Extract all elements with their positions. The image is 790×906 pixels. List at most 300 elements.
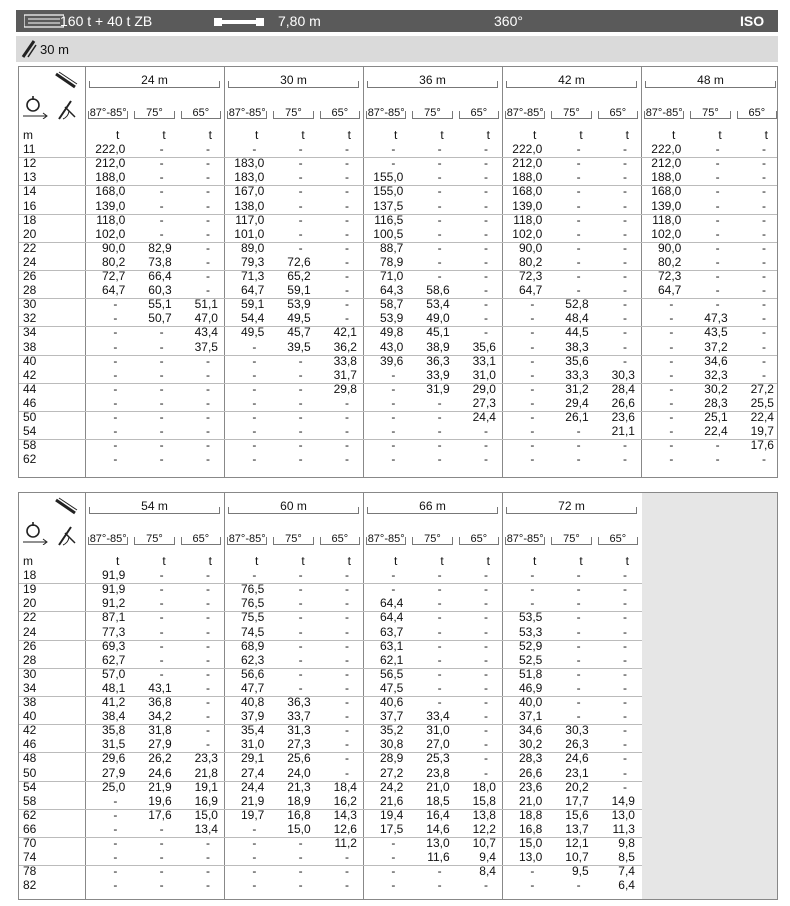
load-capacity-cell: -: [437, 156, 442, 171]
load-capacity-cell: 138,0: [234, 198, 265, 213]
unit-label: t: [440, 554, 444, 568]
unit-label: t: [208, 554, 212, 568]
radius-value: 58: [23, 438, 37, 453]
load-capacity-cell: 188,0: [512, 170, 543, 185]
boom-angle-label: 65°: [470, 533, 488, 545]
load-capacity-cell: -: [344, 424, 349, 439]
load-capacity-cell: -: [298, 452, 303, 467]
load-capacity-cell: -: [344, 452, 349, 467]
load-capacity-cell: 52,8: [565, 297, 589, 312]
load-capacity-cell: 222,0: [95, 142, 126, 157]
load-capacity-cell: -: [298, 582, 303, 597]
load-capacity-cell: 39,5: [287, 339, 311, 354]
load-capacity-cell: -: [483, 240, 488, 255]
load-capacity-cell: -: [205, 381, 210, 396]
load-capacity-cell: -: [159, 568, 164, 583]
load-capacity-cell: 64,4: [379, 596, 404, 611]
boom-angle-label: 87°-85°: [228, 533, 266, 545]
load-chart-table-1: [18, 66, 778, 478]
load-capacity-cell: -: [344, 240, 349, 255]
load-capacity-cell: -: [483, 666, 488, 681]
load-capacity-cell: -: [530, 452, 535, 467]
load-capacity-cell: -: [298, 666, 303, 681]
load-capacity-cell: 58,6: [426, 283, 450, 298]
load-capacity-cell: -: [622, 339, 627, 354]
load-capacity-cell: 212,0: [512, 156, 543, 171]
standard-label: ISO: [740, 13, 765, 29]
load-capacity-cell: -: [761, 226, 766, 241]
load-capacity-cell: -: [761, 240, 766, 255]
load-capacity-cell: 17,7: [565, 793, 589, 808]
load-capacity-cell: -: [344, 878, 349, 893]
load-capacity-cell: -: [205, 156, 210, 171]
load-capacity-cell: 212,0: [95, 156, 126, 171]
load-capacity-cell: 188,0: [95, 170, 126, 185]
boom-angle-icon: [55, 525, 77, 550]
load-capacity-cell: 72,3: [657, 269, 682, 283]
load-capacity-cell: -: [715, 156, 720, 171]
load-capacity-cell: -: [205, 864, 210, 879]
load-capacity-cell: -: [391, 568, 396, 583]
load-capacity-cell: 30,2: [518, 737, 543, 752]
load-capacity-cell: -: [344, 283, 349, 298]
unit-label: t: [532, 554, 537, 568]
load-capacity-cell: -: [205, 652, 210, 667]
load-capacity-cell: -: [159, 353, 164, 368]
load-capacity-cell: 31,0: [240, 737, 265, 752]
load-capacity-cell: -: [576, 212, 581, 227]
boom-angle-label: 75°: [563, 107, 580, 119]
unit-label: t: [301, 554, 305, 568]
load-capacity-cell: -: [391, 850, 396, 865]
load-capacity-cell: -: [715, 170, 720, 185]
radius-value: 28: [23, 652, 37, 667]
load-capacity-cell: -: [298, 198, 303, 213]
load-capacity-cell: -: [437, 254, 442, 269]
load-capacity-cell: -: [530, 878, 535, 893]
load-capacity-cell: -: [252, 864, 257, 879]
load-capacity-cell: -: [761, 184, 766, 199]
load-capacity-cell: 17,6: [750, 438, 774, 453]
load-capacity-cell: 42,1: [333, 325, 357, 340]
load-capacity-cell: 90,0: [518, 240, 543, 255]
load-capacity-cell: -: [159, 638, 164, 653]
load-capacity-cell: -: [576, 269, 581, 283]
load-capacity-cell: -: [530, 410, 535, 424]
radius-value: 38: [23, 695, 37, 709]
load-capacity-cell: -: [761, 339, 766, 354]
load-capacity-cell: 35,4: [240, 723, 265, 738]
load-capacity-cell: 31,8: [148, 723, 172, 738]
load-capacity-cell: -: [761, 142, 766, 157]
load-capacity-cell: -: [113, 381, 118, 396]
load-capacity-cell: -: [205, 184, 210, 199]
load-capacity-cell: 222,0: [651, 142, 682, 157]
config-label: 160 t + 40 t ZB: [60, 13, 153, 29]
load-capacity-cell: -: [622, 212, 627, 227]
load-capacity-cell: 30,3: [565, 723, 589, 738]
load-capacity-cell: 48,4: [565, 311, 589, 326]
load-capacity-cell: 27,3: [472, 395, 496, 410]
load-capacity-cell: -: [344, 709, 349, 724]
load-capacity-cell: 118,0: [96, 212, 126, 227]
load-capacity-cell: -: [715, 142, 720, 157]
load-capacity-cell: -: [391, 142, 396, 157]
load-capacity-cell: 19,6: [148, 793, 172, 808]
load-capacity-cell: -: [298, 240, 303, 255]
load-capacity-cell: -: [437, 596, 442, 611]
boom-angle-label: 75°: [702, 107, 719, 119]
load-capacity-cell: 40,0: [518, 695, 543, 709]
load-capacity-cell: -: [483, 226, 488, 241]
load-capacity-cell: -: [715, 438, 720, 453]
load-capacity-cell: -: [205, 709, 210, 724]
radius-value: 70: [23, 836, 37, 850]
load-capacity-cell: 52,5: [518, 652, 543, 667]
load-capacity-cell: 43,0: [379, 339, 404, 354]
load-capacity-cell: -: [483, 878, 488, 893]
load-capacity-cell: 222,0: [512, 142, 543, 157]
load-capacity-cell: -: [391, 878, 396, 893]
load-capacity-cell: -: [298, 367, 303, 382]
load-capacity-cell: -: [437, 610, 442, 625]
load-capacity-cell: -: [530, 367, 535, 382]
load-capacity-cell: 8,4: [479, 864, 496, 879]
load-capacity-cell: -: [159, 624, 164, 639]
load-capacity-cell: 16,8: [518, 821, 543, 836]
load-capacity-cell: 18,4: [333, 779, 357, 794]
boom-angle-label: 87°-85°: [228, 107, 266, 119]
load-capacity-cell: -: [530, 297, 535, 312]
unit-label: t: [162, 554, 166, 568]
load-capacity-cell: -: [483, 269, 488, 283]
load-capacity-cell: -: [205, 638, 210, 653]
load-capacity-cell: -: [252, 836, 257, 850]
boom-length-label: 54 m: [141, 499, 168, 513]
load-capacity-cell: -: [252, 452, 257, 467]
boom-length-label: 24 m: [141, 73, 168, 87]
load-capacity-cell: -: [113, 339, 118, 354]
load-capacity-cell: -: [669, 438, 674, 453]
load-capacity-cell: 30,8: [379, 737, 404, 752]
load-capacity-cell: 9,4: [479, 850, 496, 865]
load-capacity-cell: 29,8: [333, 381, 357, 396]
load-capacity-cell: 37,2: [704, 339, 728, 354]
load-capacity-cell: -: [483, 156, 488, 171]
load-capacity-cell: -: [159, 452, 164, 467]
load-capacity-cell: -: [159, 142, 164, 157]
load-capacity-cell: -: [391, 582, 396, 597]
load-capacity-cell: -: [715, 452, 720, 467]
radius-value: 18: [23, 568, 37, 583]
top-bar: [16, 10, 778, 32]
load-capacity-cell: -: [344, 737, 349, 752]
load-capacity-cell: 59,1: [240, 297, 265, 312]
load-capacity-cell: 31,0: [472, 367, 496, 382]
unit-label: t: [625, 554, 629, 568]
load-capacity-cell: 87,1: [101, 610, 126, 625]
boom-angle-label: 65°: [192, 107, 210, 119]
load-capacity-cell: -: [344, 156, 349, 171]
load-capacity-cell: 139,0: [512, 198, 543, 213]
load-capacity-cell: 33,8: [333, 353, 357, 368]
load-capacity-cell: 15,0: [194, 807, 218, 822]
load-capacity-cell: 49,8: [379, 325, 404, 340]
unit-label: t: [115, 128, 120, 142]
load-capacity-cell: 15,0: [287, 821, 311, 836]
load-capacity-cell: 88,7: [379, 240, 404, 255]
load-capacity-cell: -: [159, 652, 164, 667]
load-capacity-cell: 56,6: [240, 666, 265, 681]
load-capacity-cell: -: [437, 212, 442, 227]
load-capacity-cell: 13,8: [472, 807, 496, 822]
radius-value: 42: [23, 367, 37, 382]
load-capacity-cell: 76,5: [240, 596, 265, 611]
radius-value: 22: [23, 610, 37, 625]
load-capacity-cell: -: [437, 269, 442, 283]
load-capacity-cell: -: [113, 325, 118, 340]
load-capacity-cell: -: [622, 582, 627, 597]
load-capacity-cell: 75,5: [240, 610, 265, 625]
load-capacity-cell: 31,7: [333, 367, 357, 382]
load-capacity-cell: 26,3: [565, 737, 589, 752]
radius-value: 22: [23, 240, 37, 255]
load-capacity-cell: 35,6: [565, 353, 589, 368]
load-capacity-cell: 12,1: [565, 836, 589, 850]
load-capacity-cell: 46,9: [518, 680, 543, 695]
load-capacity-cell: 56,5: [379, 666, 404, 681]
load-capacity-cell: -: [205, 723, 210, 738]
load-capacity-cell: 69,3: [101, 638, 126, 653]
load-capacity-cell: -: [159, 212, 164, 227]
load-capacity-cell: 100,5: [373, 226, 404, 241]
load-capacity-cell: -: [205, 226, 210, 241]
unit-label: t: [393, 554, 398, 568]
load-capacity-cell: -: [159, 864, 164, 879]
load-capacity-cell: -: [437, 638, 442, 653]
load-capacity-cell: -: [483, 624, 488, 639]
load-capacity-cell: -: [483, 325, 488, 340]
load-capacity-cell: -: [669, 395, 674, 410]
load-capacity-cell: 49,5: [240, 325, 265, 340]
load-capacity-cell: 29,4: [565, 395, 589, 410]
load-capacity-cell: -: [252, 142, 257, 157]
boom-length-label: 72 m: [558, 499, 585, 513]
radius-value: 78: [23, 864, 37, 879]
load-capacity-cell: 14,3: [333, 807, 357, 822]
load-capacity-cell: -: [622, 325, 627, 340]
boom-angle-label: 87°-85°: [645, 107, 683, 119]
load-capacity-cell: 66,4: [148, 269, 172, 283]
load-capacity-cell: 34,2: [148, 709, 172, 724]
load-capacity-cell: -: [530, 381, 535, 396]
load-capacity-cell: 118,0: [652, 212, 682, 227]
load-capacity-cell: -: [252, 438, 257, 453]
load-capacity-cell: -: [159, 381, 164, 396]
load-capacity-cell: -: [252, 353, 257, 368]
load-capacity-cell: 63,1: [379, 638, 404, 653]
load-capacity-cell: -: [298, 212, 303, 227]
load-capacity-cell: -: [715, 269, 720, 283]
load-capacity-cell: -: [252, 395, 257, 410]
load-capacity-cell: -: [298, 184, 303, 199]
load-capacity-cell: -: [159, 226, 164, 241]
load-capacity-cell: -: [483, 254, 488, 269]
load-capacity-cell: 49,0: [426, 311, 450, 326]
load-capacity-cell: 71,3: [240, 269, 265, 283]
load-capacity-cell: -: [622, 297, 627, 312]
load-capacity-cell: -: [530, 339, 535, 354]
load-capacity-cell: -: [344, 864, 349, 879]
load-capacity-cell: -: [761, 198, 766, 213]
load-capacity-cell: 53,4: [426, 297, 450, 312]
unit-label: t: [162, 128, 166, 142]
load-capacity-cell: 36,2: [333, 339, 357, 354]
radius-value: 13: [23, 170, 37, 185]
boom-angle-label: 87°-85°: [89, 533, 127, 545]
load-capacity-cell: -: [622, 240, 627, 255]
load-capacity-cell: 63,7: [379, 624, 404, 639]
load-capacity-cell: 16,2: [333, 793, 357, 808]
radius-value: 30: [23, 666, 37, 681]
unit-label: t: [532, 128, 537, 142]
radius-value: 12: [23, 156, 37, 171]
radius-value: 58: [23, 793, 37, 808]
load-capacity-cell: -: [483, 610, 488, 625]
load-capacity-cell: -: [437, 695, 442, 709]
load-capacity-cell: 18,8: [518, 807, 543, 822]
load-capacity-cell: 11,6: [427, 850, 450, 865]
load-capacity-cell: 45,7: [287, 325, 311, 340]
load-capacity-cell: -: [298, 395, 303, 410]
load-capacity-cell: 12,2: [472, 821, 496, 836]
load-capacity-cell: 27,3: [287, 737, 311, 752]
load-capacity-cell: -: [344, 226, 349, 241]
load-capacity-cell: 59,1: [287, 283, 311, 298]
radius-value: 62: [23, 452, 37, 467]
load-capacity-cell: 26,6: [611, 395, 635, 410]
load-capacity-cell: 21,1: [611, 424, 635, 439]
load-capacity-cell: -: [622, 695, 627, 709]
boom-length-label: 66 m: [419, 499, 446, 513]
load-capacity-cell: -: [113, 850, 118, 865]
load-capacity-cell: -: [344, 170, 349, 185]
jib-length-label: 30 m: [40, 42, 69, 57]
load-capacity-cell: 34,6: [518, 723, 543, 738]
load-capacity-cell: -: [761, 212, 766, 227]
load-capacity-cell: 35,8: [101, 723, 126, 738]
load-capacity-cell: 53,9: [287, 297, 311, 312]
load-capacity-cell: -: [622, 254, 627, 269]
load-capacity-cell: -: [344, 212, 349, 227]
load-capacity-cell: 167,0: [234, 184, 265, 199]
load-capacity-cell: 117,0: [235, 212, 265, 227]
load-capacity-cell: -: [483, 170, 488, 185]
load-capacity-cell: -: [298, 596, 303, 611]
load-capacity-cell: -: [437, 410, 442, 424]
load-capacity-cell: -: [761, 269, 766, 283]
load-capacity-cell: -: [298, 652, 303, 667]
load-capacity-cell: 65,2: [287, 269, 311, 283]
load-capacity-cell: -: [622, 269, 627, 283]
load-capacity-cell: 31,3: [287, 723, 311, 738]
load-capacity-cell: -: [576, 582, 581, 597]
load-capacity-cell: 62,7: [101, 652, 126, 667]
load-capacity-cell: -: [483, 695, 488, 709]
unit-label: t: [579, 554, 583, 568]
load-capacity-cell: -: [344, 438, 349, 453]
load-capacity-cell: 102,0: [95, 226, 126, 241]
load-capacity-cell: -: [159, 878, 164, 893]
load-capacity-cell: 9,5: [571, 864, 589, 879]
load-capacity-cell: -: [159, 666, 164, 681]
load-capacity-cell: 19,7: [240, 807, 265, 822]
load-capacity-cell: 52,9: [518, 638, 543, 653]
load-capacity-cell: 51,1: [194, 297, 218, 312]
load-capacity-cell: 80,2: [101, 254, 126, 269]
radius-value: 40: [23, 709, 37, 724]
load-capacity-cell: -: [298, 353, 303, 368]
load-capacity-cell: -: [252, 339, 257, 354]
load-capacity-cell: 14,9: [611, 793, 635, 808]
unit-label: t: [301, 128, 305, 142]
load-capacity-cell: 23,6: [611, 410, 635, 424]
boom-angle-label: 65°: [192, 533, 210, 545]
load-capacity-cell: -: [205, 410, 210, 424]
load-capacity-cell: 74,5: [240, 624, 265, 639]
load-capacity-cell: 27,4: [240, 765, 265, 780]
load-capacity-cell: -: [622, 198, 627, 213]
load-capacity-cell: 23,1: [565, 765, 589, 780]
load-capacity-cell: -: [576, 695, 581, 709]
load-capacity-cell: -: [483, 596, 488, 611]
load-capacity-cell: -: [576, 638, 581, 653]
radius-value: 24: [23, 254, 37, 269]
hook-radius-icon: [21, 95, 49, 122]
radius-value: 66: [23, 821, 37, 836]
load-capacity-cell: 40,6: [379, 695, 404, 709]
load-capacity-cell: 18,5: [426, 793, 450, 808]
load-capacity-cell: -: [669, 325, 674, 340]
load-capacity-cell: -: [530, 438, 535, 453]
load-capacity-cell: -: [391, 424, 396, 439]
load-capacity-cell: 31,9: [426, 381, 450, 396]
load-capacity-cell: 64,4: [379, 610, 404, 625]
load-capacity-cell: -: [669, 424, 674, 439]
load-capacity-cell: -: [205, 395, 210, 410]
load-capacity-cell: -: [576, 170, 581, 185]
load-capacity-cell: -: [437, 666, 442, 681]
boom-angle-label: 75°: [285, 107, 302, 119]
load-capacity-cell: -: [576, 184, 581, 199]
load-capacity-cell: 13,7: [565, 821, 589, 836]
load-capacity-cell: -: [391, 395, 396, 410]
load-capacity-cell: -: [344, 624, 349, 639]
load-capacity-cell: -: [576, 283, 581, 298]
load-capacity-cell: -: [159, 821, 164, 836]
load-capacity-cell: -: [205, 142, 210, 157]
load-capacity-cell: -: [205, 568, 210, 583]
load-capacity-cell: -: [344, 311, 349, 326]
load-capacity-cell: -: [344, 142, 349, 157]
load-capacity-cell: 37,7: [379, 709, 404, 724]
load-capacity-cell: -: [344, 680, 349, 695]
load-capacity-cell: 16,9: [194, 793, 218, 808]
load-capacity-cell: -: [622, 610, 627, 625]
load-capacity-cell: 68,9: [240, 638, 265, 653]
load-capacity-cell: 102,0: [512, 226, 543, 241]
load-capacity-cell: 79,3: [240, 254, 265, 269]
